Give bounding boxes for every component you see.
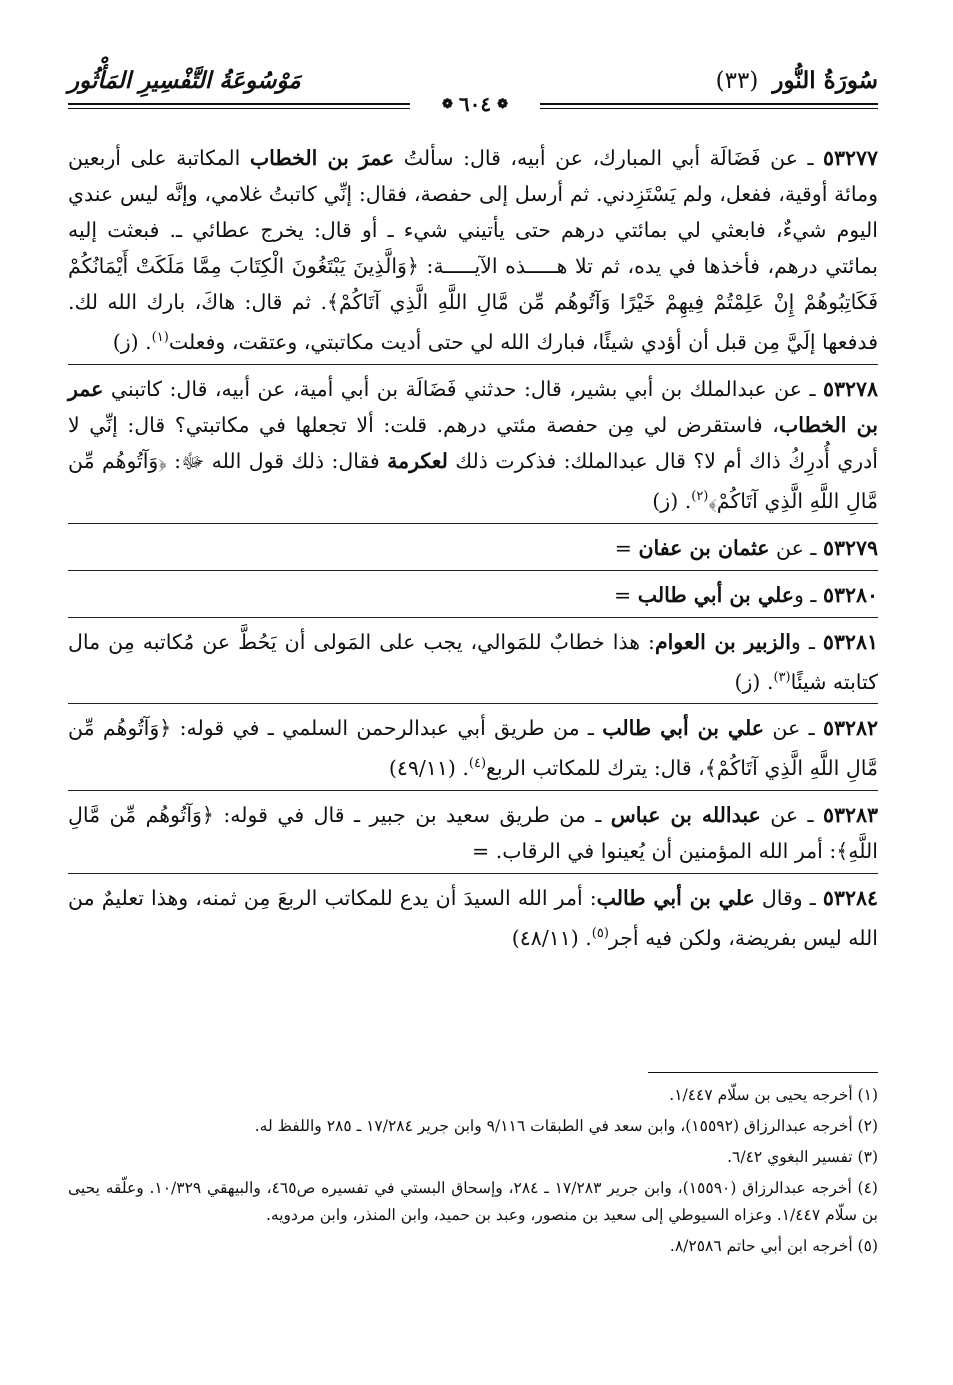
narration-entry (68, 618, 878, 705)
entry-text: ـ عن فَضَالَة أبي المبارك، عن أبيه، قال: سألتُ (394, 146, 823, 170)
narrator-name: علي بن أبي طالب (637, 582, 794, 607)
narration-entry (68, 874, 878, 960)
narrator-name: الزبير بن العوام (654, 629, 791, 654)
entry-text: ـ و (793, 582, 823, 607)
entry-number: ٥٣٢٨٤ (822, 886, 878, 911)
footnote: (٤) أخرجه عبدالرزاق (١٥٥٩٠)، وابن جرير ١٧/٢٨٣ ـ ٢٨٤، وإسحاق البستي في تفسيره ص٤٦٥، والبيهقي ١٠/٣٢٩. وعلّقه يحيى بن سلّام ١/٤٤٧. وعزاه السيوطي إلى سعيد بن منصور، وعبد بن حميد، وابن المنذر، وابن مردويه. (68, 1179, 878, 1224)
entry-number: ٥٣٢٧٩ (822, 535, 878, 560)
entry-text: . (٤٩/١١) (388, 756, 469, 781)
entry-text: ـ وقال (754, 886, 823, 911)
entry-number: ٥٣٢٨١ (822, 629, 878, 654)
sura-number: (٣٣) (715, 67, 759, 94)
entry-text: ـ عن عبدالملك بن أبي بشير، قال: حدثني فَضَالَة بن أبي أمية، عن أبيه، قال: كاتبني (103, 376, 823, 401)
narration-entry (68, 791, 878, 874)
entry-text: ـ من طريق أبي عبدالرحمن السلمي ـ في قوله: ﴿وَآتُوهُم مِّن مَّالِ اللَّهِ الَّذِي آتَاكُمْ﴾، قال: يترك للمكاتب الربع (68, 716, 878, 781)
footnote: (٥) أخرجه ابن أبي حاتم ٨/٢٥٨٦. (669, 1237, 878, 1255)
page-number: ٦٠٤ (458, 92, 492, 116)
narrator-name: لعكرمة (387, 448, 448, 473)
entry-text: . (٤٨/١١) (511, 926, 592, 951)
entry-number: ٥٣٢٧٧ (822, 146, 878, 170)
sura-name: سُورَةُ النُّور (772, 66, 878, 94)
entry-text: = (614, 582, 638, 607)
entry-text: . (ز) (112, 329, 152, 354)
entry-text: ـ عن (764, 716, 823, 741)
footnote-ref: (٢) (691, 488, 709, 504)
entry-number: ٥٣٢٨٢ (822, 716, 878, 741)
page-number-box (410, 90, 540, 118)
footnote-ref: (٥) (591, 926, 609, 942)
ornament-icon: ❁ (441, 96, 453, 112)
narrator-name: عمرَ بن الخطاب (249, 146, 395, 170)
entry-number: ٥٣٢٨٣ (822, 803, 879, 828)
narration-entry (68, 524, 878, 571)
narration-entry (68, 134, 878, 365)
entry-text: . (ز) (734, 669, 774, 694)
book-title: مَوْسُوعَةُ التَّفْسِيرِ المَأْثُور (68, 66, 301, 94)
ornament-icon: ❁ (497, 96, 509, 112)
entry-text: ـ عن (769, 535, 823, 560)
footnote-ref: (٤) (468, 756, 487, 772)
entry-text: . (ز) (652, 488, 692, 513)
narrator-name: عمر بن الخطاب (68, 376, 878, 437)
narrator-name: عثمان بن عفان (638, 535, 770, 560)
footnotes (68, 1082, 878, 1264)
entry-number: ٥٣٢٨٠ (822, 582, 878, 607)
footnote: (١) أخرجه يحيى بن سلّام ١/٤٤٧. (669, 1086, 878, 1104)
sura-title (716, 67, 878, 94)
narration-entry (68, 571, 878, 618)
entry-text: : هذا خطابٌ للمَوالي، يجب على المَولى أن يَحُطَّ عن مُكاتبه مِن مال كتابته شيئًا (68, 629, 878, 694)
entry-text: = (614, 535, 639, 560)
entry-text: فقال: ذلك قول الله ﷻ: ﴿وَآتُوهُم مِّن مَّالِ اللَّهِ الَّذِي آتَاكُمْ﴾ (68, 448, 878, 513)
narrator-name: علي بن أبي طالب (596, 886, 755, 911)
entry-text: ـ و (790, 629, 823, 654)
narrator-name: عبدالله بن عباس (610, 803, 761, 828)
footnote-ref: (١) (151, 330, 169, 345)
main-text (68, 134, 878, 960)
footnote: (٢) أخرجه عبدالرزاق (١٥٥٩٢)، وابن سعد في الطبقات ٩/١١٦ وابن جرير ١٧/٢٨٤ ـ ٢٨٥ واللفظ له. (254, 1117, 878, 1135)
footnote-ref: (٣) (773, 669, 791, 685)
entry-text: ـ من طريق سعيد بن جبير ـ قال في قوله: ﴿وَآتُوهُم مِّن مَّالِ اللَّهِ﴾: أمر الله المؤمنين أن يُعينوا في الرقاب. = (68, 803, 878, 864)
narration-entry (68, 365, 878, 524)
entry-text: ، فاستقرض لي مِن حفصة مئتي درهم. قلت: ألا تجعلها في مكاتبتي؟ قال: إنِّي لا أدري أُدرِكُ ذاك أم لا؟ قال عبدالملك: فذكرت ذلك (68, 412, 878, 473)
footnote: (٣) تفسير البغوي ٦/٤٢. (727, 1148, 878, 1166)
footnote-separator (648, 1072, 878, 1073)
narration-entry (68, 704, 878, 791)
entry-number: ٥٣٢٧٨ (822, 376, 878, 401)
entry-text: المكاتبة على أربعين ومائة أوقية، ففعل، ولم يَسْتَزِدني. ثم أرسل إلى حفصة، فقال: إنِّي كاتبتُ غلامي، وإنَّه ليس عندي اليوم شيءٌ، فابعثي لي بمائتي درهم حتى يأتيني شيء ـ أو قال: يخرج عطائي ـ. فبعثت إليه بمائتي درهم، فأخذها في يده، ثم تلا هـــــذه الآيـــــة: ﴿وَالَّذِينَ يَبْتَغُونَ الْكِتَابَ مِمَّا مَلَكَتْ أَيْمَانُكُمْ فَكَاتِبُوهُمْ إِنْ عَلِمْتُمْ فِيهِمْ خَيْرًا وَآتُوهُم مِّن مَّالِ اللَّهِ الَّذِي آتَاكُمْ﴾. ثم قال: هاكَ، بارك الله لك. فدفعها إلَيَّ مِن قبل أن أؤدي شيئًا، فبارك الله لي حتى أديت مكاتبتي، وعتقت، وفعلت (68, 146, 878, 354)
narrator-name: علي بن أبي طالب (602, 716, 765, 741)
entry-text: : أمر الله السيدَ أن يدع للمكاتب الربعَ مِن ثمنه، وهذا تعليمٌ من الله ليس بفريضة، ولكن فيه أجر (68, 886, 878, 951)
entry-text: ـ عن (760, 803, 823, 828)
